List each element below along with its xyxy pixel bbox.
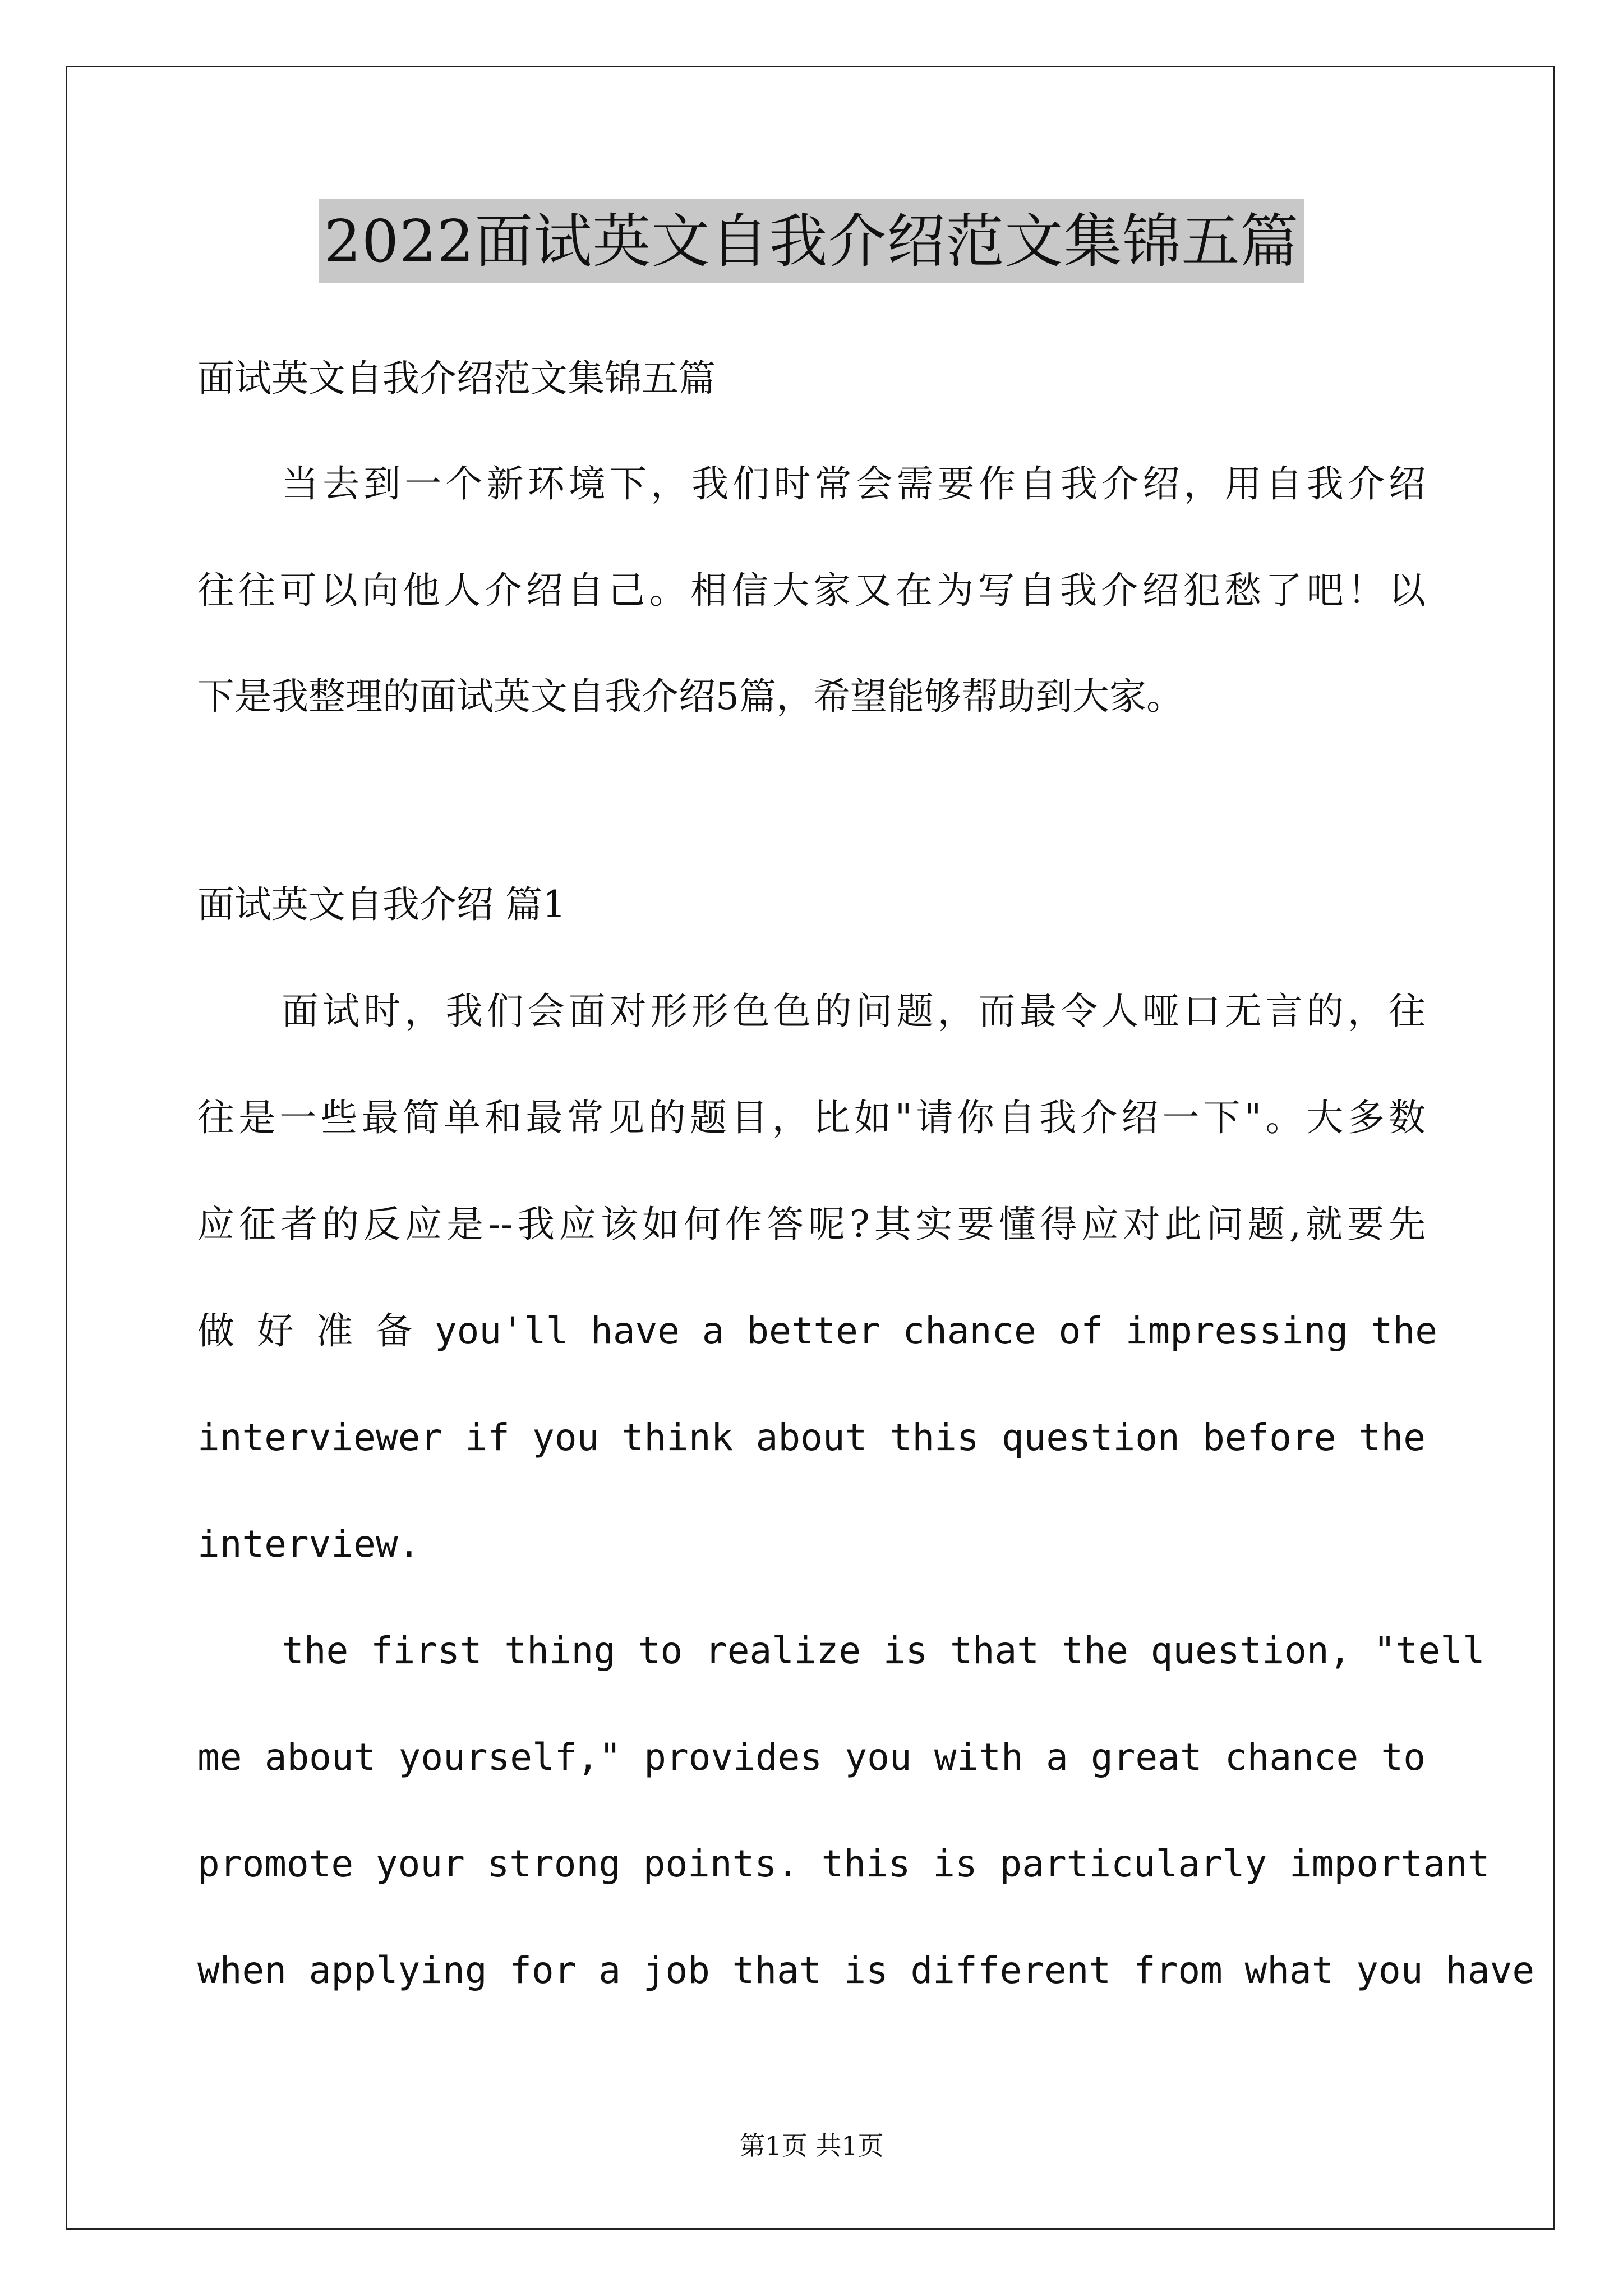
paragraph-line: interview. — [197, 1522, 421, 1566]
paragraph-line: the first thing to realize is that the question, "tell — [282, 1629, 1485, 1672]
intro-line: 下是我整理的面试英文自我介绍5篇，希望能够帮助到大家。 — [197, 675, 1183, 718]
document-subtitle: 面试英文自我介绍范文集锦五篇 — [197, 357, 716, 400]
page-number: 第1页 共1页 — [739, 2131, 884, 2161]
paragraph-line: me about yourself," provides you with a great chance to — [197, 1736, 1426, 1779]
intro-line: 往往可以向他人介绍自己。相信大家又在为写自我介绍犯愁了吧！以 — [197, 569, 1426, 612]
intro-line: 当去到一个新环境下，我们时常会需要作自我介绍，用自我介绍 — [282, 462, 1426, 505]
paragraph-line: 做 好 准 备 you'll have a better chance of impressing the — [197, 1309, 1438, 1352]
document-title: 2022面试英文自我介绍范文集锦五篇 — [319, 199, 1305, 283]
paragraph-line: when applying for a job that is different from what you have — [197, 1949, 1535, 1992]
paragraph-line: 应征者的反应是--我应该如何作答呢?其实要懂得应对此问题,就要先 — [197, 1203, 1426, 1246]
title-container — [0, 199, 1623, 283]
paragraph-line: 往是一些最简单和最常见的题目，比如"请你自我介绍一下"。大多数 — [197, 1096, 1426, 1139]
paragraph-line: promote your strong points. this is particularly important — [197, 1842, 1490, 1885]
section-heading: 面试英文自我介绍 篇1 — [197, 883, 566, 926]
paragraph-line: interviewer if you think about this question before the — [197, 1416, 1426, 1459]
paragraph-line: 面试时，我们会面对形形色色的问题，而最令人哑口无言的，往 — [282, 990, 1426, 1033]
